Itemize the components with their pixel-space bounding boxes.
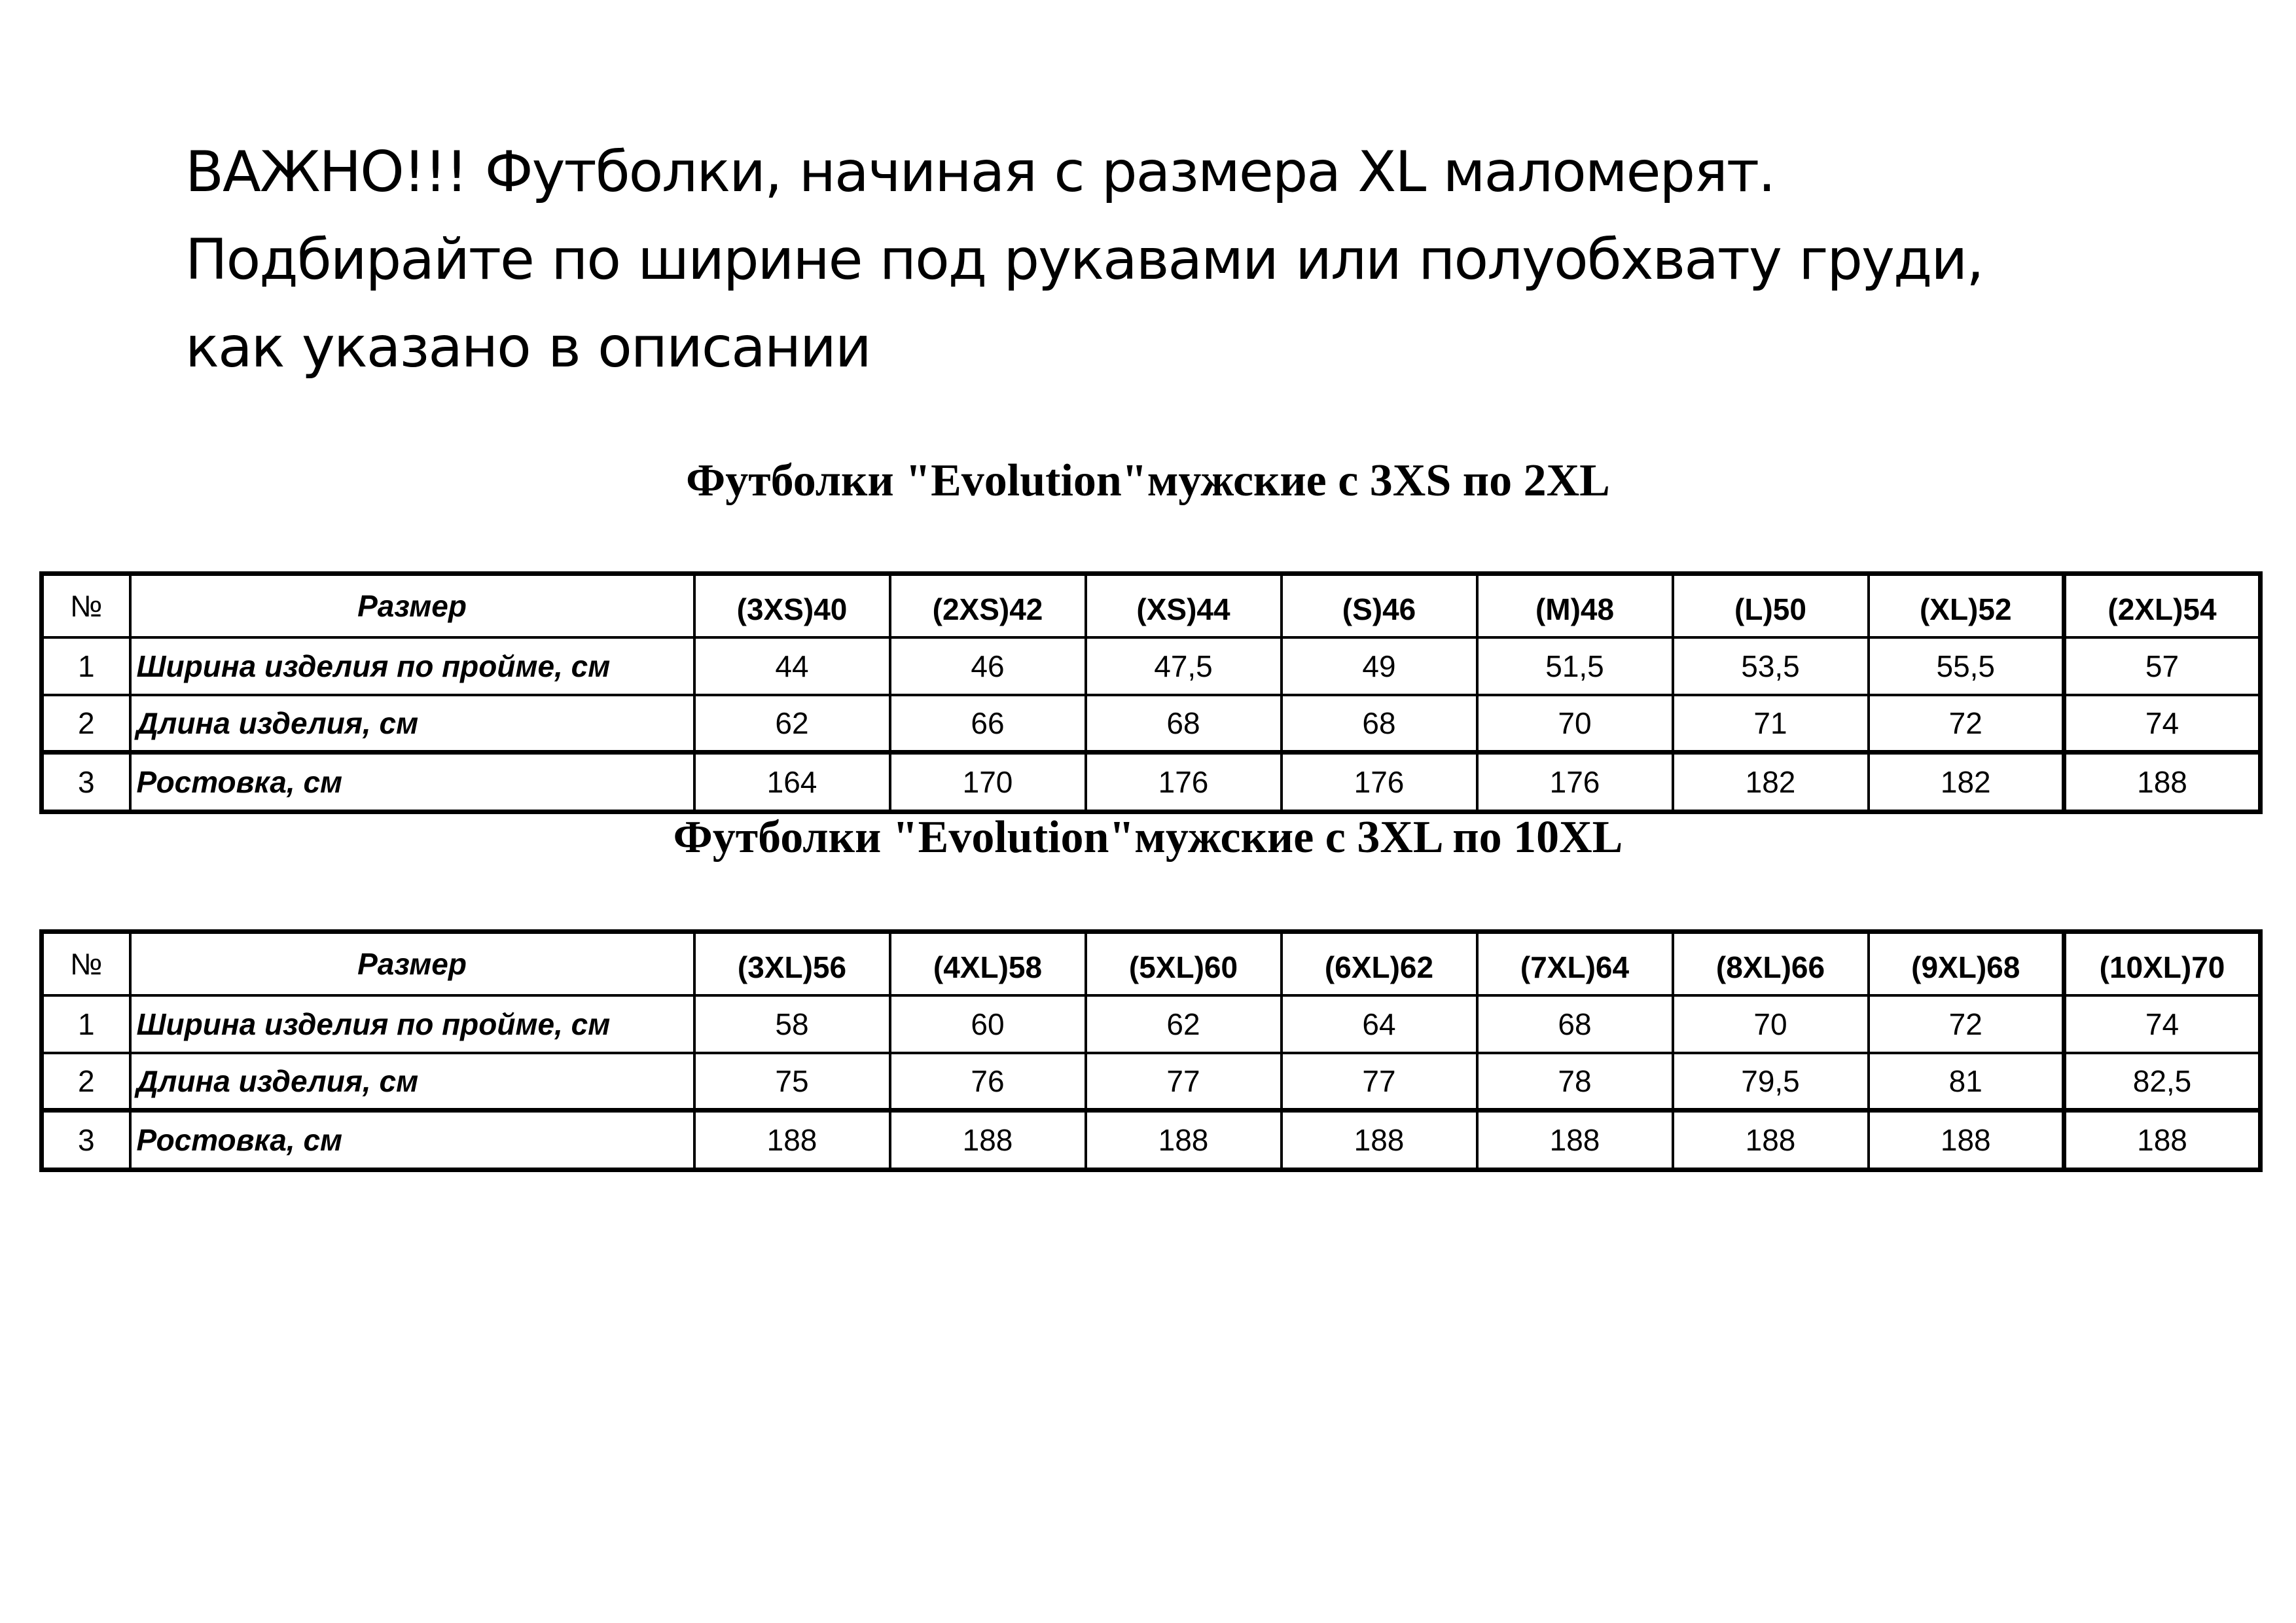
header-size-cell: (2XL)54: [2064, 574, 2261, 638]
value-cell: 51,5: [1477, 637, 1673, 695]
table-2-title: Футболки "Evolution"мужские с 3XL по 10XL: [673, 812, 1623, 863]
value-cell: 176: [1282, 753, 1477, 812]
value-cell: 188: [1086, 1111, 1282, 1170]
header-size-cell: (XL)52: [1869, 574, 2064, 638]
table-row: [42, 1053, 2261, 1111]
value-cell: 188: [1869, 1111, 2064, 1170]
header-size-cell: (7XL)64: [1477, 932, 1673, 996]
value-cell: 188: [1282, 1111, 1477, 1170]
header-size-cell: (3XL)56: [694, 932, 890, 996]
value-cell: 188: [694, 1111, 890, 1170]
row-num-cell: 3: [42, 753, 130, 812]
value-cell: 53,5: [1673, 637, 1869, 695]
value-cell: 64: [1282, 995, 1477, 1053]
header-size-cell: (3XS)40: [694, 574, 890, 638]
size-table-2: [39, 929, 2263, 1172]
row-label-cell: Ширина изделия по пройме, см: [130, 637, 694, 695]
table-row: [42, 753, 2261, 812]
value-cell: 176: [1086, 753, 1282, 812]
row-num-cell: 2: [42, 1053, 130, 1111]
header-size-cell: (8XL)66: [1673, 932, 1869, 996]
header-size-cell: (6XL)62: [1282, 932, 1477, 996]
value-cell: 62: [1086, 995, 1282, 1053]
table-row: [42, 995, 2261, 1053]
value-cell: 46: [890, 637, 1086, 695]
value-cell: 58: [694, 995, 890, 1053]
value-cell: 68: [1086, 695, 1282, 753]
value-cell: 188: [890, 1111, 1086, 1170]
value-cell: 55,5: [1869, 637, 2064, 695]
value-cell: 74: [2064, 995, 2261, 1053]
value-cell: 164: [694, 753, 890, 812]
size-table-1: [39, 571, 2263, 814]
value-cell: 72: [1869, 995, 2064, 1053]
row-label-cell: Длина изделия, см: [130, 1053, 694, 1111]
header-num-cell: №: [42, 574, 130, 638]
notice-line-3: как указано в описании: [185, 315, 870, 380]
value-cell: 79,5: [1673, 1053, 1869, 1111]
important-notice: [185, 128, 2149, 391]
header-size-cell: (S)46: [1282, 574, 1477, 638]
value-cell: 60: [890, 995, 1086, 1053]
header-size-label: Размер: [130, 932, 694, 996]
value-cell: 49: [1282, 637, 1477, 695]
table-row: [42, 637, 2261, 695]
table-header-row: [42, 574, 2261, 638]
row-label-cell: Ростовка, см: [130, 1111, 694, 1170]
value-cell: 62: [694, 695, 890, 753]
value-cell: 170: [890, 753, 1086, 812]
value-cell: 176: [1477, 753, 1673, 812]
value-cell: 47,5: [1086, 637, 1282, 695]
value-cell: 71: [1673, 695, 1869, 753]
row-label-cell: Ширина изделия по пройме, см: [130, 995, 694, 1053]
value-cell: 68: [1477, 995, 1673, 1053]
notice-line-2: Подбирайте по ширине под рукавами или полуобхвату груди,: [185, 227, 1983, 293]
value-cell: 182: [1869, 753, 2064, 812]
value-cell: 66: [890, 695, 1086, 753]
table-1-title: Футболки "Evolution"мужские с 3XS по 2XL: [686, 455, 1610, 506]
value-cell: 70: [1477, 695, 1673, 753]
row-num-cell: 1: [42, 637, 130, 695]
value-cell: 188: [2064, 753, 2261, 812]
value-cell: 182: [1673, 753, 1869, 812]
header-num-cell: №: [42, 932, 130, 996]
header-size-cell: (9XL)68: [1869, 932, 2064, 996]
header-size-cell: (M)48: [1477, 574, 1673, 638]
value-cell: 70: [1673, 995, 1869, 1053]
value-cell: 188: [2064, 1111, 2261, 1170]
table-row: [42, 1111, 2261, 1170]
table-row: [42, 695, 2261, 753]
value-cell: 188: [1673, 1111, 1869, 1170]
header-size-cell: (XS)44: [1086, 574, 1282, 638]
value-cell: 188: [1477, 1111, 1673, 1170]
header-size-label: Размер: [130, 574, 694, 638]
notice-line-1: ВАЖНО!!! Футболки, начиная с размера XL маломерят.: [185, 139, 1775, 205]
value-cell: 72: [1869, 695, 2064, 753]
value-cell: 77: [1282, 1053, 1477, 1111]
value-cell: 75: [694, 1053, 890, 1111]
value-cell: 44: [694, 637, 890, 695]
header-size-cell: (L)50: [1673, 574, 1869, 638]
value-cell: 78: [1477, 1053, 1673, 1111]
table-header-row: [42, 932, 2261, 996]
header-size-cell: (5XL)60: [1086, 932, 1282, 996]
header-size-cell: (10XL)70: [2064, 932, 2261, 996]
header-size-cell: (2XS)42: [890, 574, 1086, 638]
value-cell: 81: [1869, 1053, 2064, 1111]
value-cell: 74: [2064, 695, 2261, 753]
value-cell: 82,5: [2064, 1053, 2261, 1111]
row-label-cell: Ростовка, см: [130, 753, 694, 812]
value-cell: 77: [1086, 1053, 1282, 1111]
value-cell: 76: [890, 1053, 1086, 1111]
row-num-cell: 2: [42, 695, 130, 753]
row-num-cell: 1: [42, 995, 130, 1053]
row-num-cell: 3: [42, 1111, 130, 1170]
row-label-cell: Длина изделия, см: [130, 695, 694, 753]
header-size-cell: (4XL)58: [890, 932, 1086, 996]
value-cell: 68: [1282, 695, 1477, 753]
value-cell: 57: [2064, 637, 2261, 695]
